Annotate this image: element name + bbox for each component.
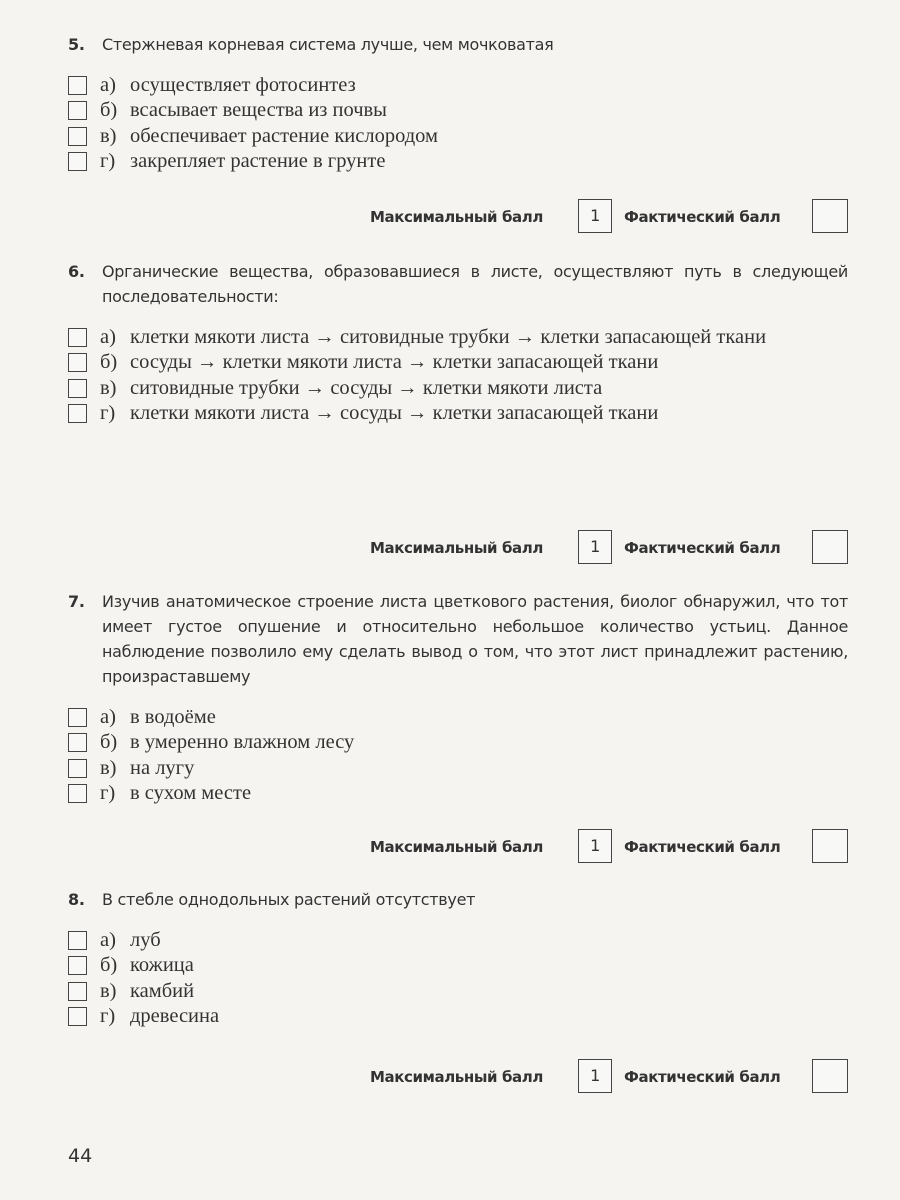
option-text: ситовидные трубки → сосуды → клетки мякоти листа: [130, 376, 603, 399]
answer-option: [68, 401, 848, 426]
answer-option: [68, 979, 848, 1004]
option-text: сосуды → клетки мякоти листа → клетки запасающей ткани: [130, 351, 659, 374]
question-prompt: Изучив анатомическое строение листа цветкового растения, биолог обнаружил, что тот имеет густое опушение и относительно небольшое количество устьиц. Данное наблюдение позволило ему сделать вывод о том, что этот лист принадлежит растению, произраставшему: [102, 592, 848, 686]
option-text: в умеренно влажном лесу: [130, 731, 355, 754]
option-text: в сухом месте: [130, 782, 252, 805]
question-text: [68, 32, 848, 57]
option-letter: б): [100, 351, 118, 374]
option-text: осуществляет фотосинтез: [130, 74, 356, 96]
question-number: 5.: [68, 35, 85, 54]
answer-checkbox[interactable]: [68, 328, 87, 347]
option-text: на лугу: [130, 756, 195, 779]
question-prompt: Органические вещества, образовавшиеся в листе, осуществляют путь в следующей последовательности:: [102, 262, 848, 306]
question-5: [68, 32, 848, 175]
answer-option: [68, 705, 848, 730]
option-letter: а): [100, 74, 116, 96]
question-8: [68, 887, 848, 1030]
answer-options: [68, 705, 848, 807]
question-7: [68, 589, 848, 807]
option-text: луб: [130, 929, 161, 951]
answer-checkbox[interactable]: [68, 733, 87, 752]
actual-score-label: Фактический балл: [624, 539, 781, 557]
answer-checkbox[interactable]: [68, 982, 87, 1001]
option-text: всасывает вещества из почвы: [130, 99, 387, 122]
question-6: [68, 259, 848, 427]
answer-option: [68, 1004, 848, 1029]
option-letter: в): [100, 979, 117, 1002]
max-score-label: Максимальный балл: [370, 539, 543, 557]
answer-checkbox[interactable]: [68, 708, 87, 727]
score-row: [370, 829, 850, 865]
option-letter: б): [100, 731, 118, 754]
answer-option: [68, 928, 848, 953]
question-number: 6.: [68, 262, 85, 281]
actual-score-box[interactable]: [812, 530, 848, 564]
answer-checkbox[interactable]: [68, 956, 87, 975]
answer-checkbox[interactable]: [68, 76, 87, 95]
actual-score-label: Фактический балл: [624, 208, 781, 226]
answer-checkbox[interactable]: [68, 759, 87, 778]
max-score-box: 1: [578, 530, 612, 564]
answer-options: [68, 928, 848, 1030]
option-letter: в): [100, 376, 117, 399]
answer-option: [68, 350, 848, 375]
max-score-label: Максимальный балл: [370, 208, 543, 226]
answer-checkbox[interactable]: [68, 152, 87, 171]
option-letter: в): [100, 124, 117, 147]
answer-options: [68, 325, 848, 427]
max-score-box: 1: [578, 829, 612, 863]
option-text: закрепляет растение в грунте: [130, 150, 386, 173]
max-score-box: 1: [578, 1059, 612, 1093]
score-row: [370, 1059, 850, 1095]
question-prompt: В стебле однодольных растений отсутствует: [102, 890, 476, 909]
actual-score-box[interactable]: [812, 199, 848, 233]
answer-option: [68, 730, 848, 755]
answer-option: [68, 756, 848, 781]
option-letter: а): [100, 326, 116, 348]
answer-checkbox[interactable]: [68, 404, 87, 423]
question-number: 8.: [68, 890, 85, 909]
max-score-label: Максимальный балл: [370, 1068, 543, 1086]
answer-option: [68, 325, 848, 350]
answer-option: [68, 124, 848, 149]
question-text: [68, 589, 848, 689]
answer-option: [68, 781, 848, 806]
actual-score-box[interactable]: [812, 1059, 848, 1093]
option-letter: в): [100, 756, 117, 779]
actual-score-label: Фактический балл: [624, 838, 781, 856]
option-letter: г): [100, 1005, 116, 1028]
question-text: [68, 887, 848, 912]
answer-options: [68, 73, 848, 175]
answer-option: [68, 953, 848, 978]
question-number: 7.: [68, 592, 85, 611]
actual-score-label: Фактический балл: [624, 1068, 781, 1086]
question-prompt: Стержневая корневая система лучше, чем мочковатая: [102, 35, 554, 54]
option-letter: а): [100, 706, 116, 728]
answer-option: [68, 73, 848, 98]
option-text: древесина: [130, 1005, 220, 1028]
option-text: обеспечивает растение кислородом: [130, 124, 439, 147]
answer-checkbox[interactable]: [68, 931, 87, 950]
answer-checkbox[interactable]: [68, 101, 87, 120]
option-text: кожица: [130, 954, 194, 977]
option-letter: г): [100, 402, 116, 425]
answer-option: [68, 149, 848, 174]
max-score-box: 1: [578, 199, 612, 233]
option-text: клетки мякоти листа → сосуды → клетки запасающей ткани: [130, 402, 659, 425]
score-row: [370, 199, 850, 235]
answer-option: [68, 98, 848, 123]
max-score-label: Максимальный балл: [370, 838, 543, 856]
question-text: [68, 259, 848, 309]
answer-checkbox[interactable]: [68, 379, 87, 398]
option-text: клетки мякоти листа → ситовидные трубки → клетки запасающей ткани: [130, 326, 767, 348]
score-row: [370, 530, 850, 566]
page-number: 44: [68, 1145, 93, 1167]
answer-option: [68, 376, 848, 401]
option-letter: б): [100, 954, 118, 977]
answer-checkbox[interactable]: [68, 784, 87, 803]
option-text: в водоёме: [130, 706, 216, 728]
option-letter: г): [100, 150, 116, 173]
actual-score-box[interactable]: [812, 829, 848, 863]
option-letter: а): [100, 929, 116, 951]
answer-checkbox[interactable]: [68, 1007, 87, 1026]
answer-checkbox[interactable]: [68, 353, 87, 372]
option-letter: б): [100, 99, 118, 122]
answer-checkbox[interactable]: [68, 127, 87, 146]
option-text: камбий: [130, 979, 195, 1002]
option-letter: г): [100, 782, 116, 805]
